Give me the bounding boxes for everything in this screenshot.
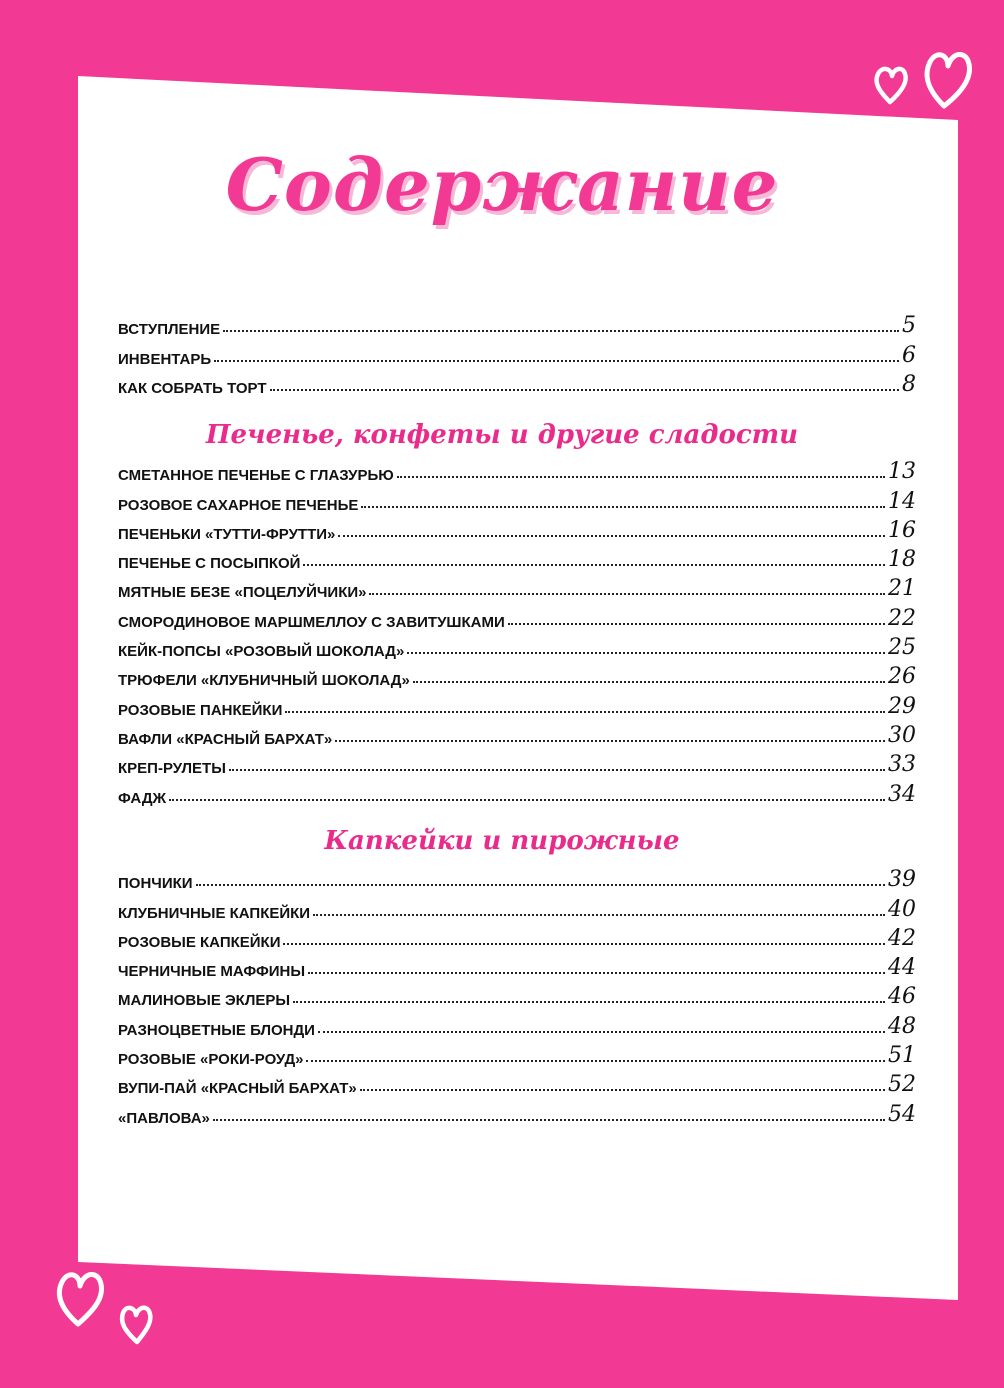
toc-entry-page: 40 xyxy=(888,896,916,922)
toc-entry-label: КАК СОБРАТЬ ТОРТ xyxy=(118,379,267,397)
toc-entry-label: ВАФЛИ «КРАСНЫЙ БАРХАТ» xyxy=(118,730,333,748)
dot-leader xyxy=(335,740,885,742)
dot-leader xyxy=(293,1001,885,1003)
dot-leader xyxy=(308,972,885,974)
section-heading: Капкейки и пирожные xyxy=(324,826,680,856)
toc-entry-page: 42 xyxy=(888,925,916,951)
dot-leader xyxy=(361,506,885,508)
toc-entry-label: ФАДЖ xyxy=(118,789,167,807)
toc-entry[interactable] xyxy=(118,1098,916,1127)
toc-section-list xyxy=(118,456,916,808)
dot-leader xyxy=(270,389,899,391)
toc-entry-label: РОЗОВЫЕ ПАНКЕЙКИ xyxy=(118,701,283,719)
toc-entry-label: РОЗОВОЕ САХАРНОЕ ПЕЧЕНЬЕ xyxy=(118,496,359,514)
toc-entry[interactable] xyxy=(118,515,916,544)
toc-entry[interactable] xyxy=(118,1040,916,1069)
toc-entry-label: КРЕП-РУЛЕТЫ xyxy=(118,760,226,778)
toc-entry-page: 52 xyxy=(888,1072,916,1098)
dot-leader xyxy=(196,884,885,886)
dot-leader xyxy=(313,914,885,916)
toc-entry[interactable] xyxy=(118,1069,916,1098)
toc-entry[interactable] xyxy=(118,864,916,893)
toc-entry[interactable] xyxy=(118,485,916,514)
toc-entry-label: РАЗНОЦВЕТНЫЕ БЛОНДИ xyxy=(118,1021,315,1039)
toc-entry[interactable] xyxy=(118,310,916,339)
toc-entry[interactable] xyxy=(118,778,916,807)
toc-entry-label: СМОРОДИНОВОЕ МАРШМЕЛЛОУ С ЗАВИТУШКАМИ xyxy=(118,613,505,631)
toc-entry-label: ВСТУПЛЕНИЕ xyxy=(118,321,221,339)
toc-entry[interactable] xyxy=(118,544,916,573)
dot-leader xyxy=(223,330,899,332)
toc-entry-label: ПЕЧЕНЬЕ С ПОСЫПКОЙ xyxy=(118,555,301,573)
toc-entry-page: 34 xyxy=(888,781,916,807)
dot-leader xyxy=(407,652,885,654)
toc-entry-label: ПЕЧЕНЬКИ «ТУТТИ-ФРУТТИ» xyxy=(118,525,336,543)
toc-entry-page: 6 xyxy=(902,342,916,368)
dot-leader xyxy=(397,476,885,478)
toc-entry-label: РОЗОВЫЕ «РОКИ-РОУД» xyxy=(118,1051,304,1069)
dot-leader xyxy=(169,799,885,801)
dot-leader xyxy=(213,1119,885,1121)
toc-entry-label: СМЕТАННОЕ ПЕЧЕНЬЕ С ГЛАЗУРЬЮ xyxy=(118,467,394,485)
toc-entry[interactable] xyxy=(118,456,916,485)
toc-entry[interactable] xyxy=(118,720,916,749)
section-heading: Печенье, конфеты и другие сладости xyxy=(205,420,799,450)
toc-entry[interactable] xyxy=(118,690,916,719)
toc-entry-label: ТРЮФЕЛИ «КЛУБНИЧНЫЙ ШОКОЛАД» xyxy=(118,672,410,690)
toc-entry[interactable] xyxy=(118,893,916,922)
toc-entry[interactable] xyxy=(118,602,916,631)
toc-entry[interactable] xyxy=(118,1010,916,1039)
dot-leader xyxy=(283,943,885,945)
dot-leader xyxy=(318,1031,885,1033)
toc-entry-label: ВУПИ-ПАЙ «КРАСНЫЙ БАРХАТ» xyxy=(118,1080,357,1098)
toc-entry-page: 30 xyxy=(888,722,916,748)
toc-entry-page: 54 xyxy=(888,1101,916,1127)
dot-leader xyxy=(369,593,885,595)
dot-leader xyxy=(285,711,885,713)
dot-leader xyxy=(413,681,885,683)
toc-entry-page: 29 xyxy=(888,693,916,719)
toc-entry[interactable] xyxy=(118,749,916,778)
toc-entry-page: 18 xyxy=(888,547,916,573)
toc-entry-page: 16 xyxy=(888,517,916,543)
toc-entry-page: 8 xyxy=(902,371,916,397)
dot-leader xyxy=(229,769,885,771)
toc-entry-page: 5 xyxy=(902,313,916,339)
hearts-icon xyxy=(44,1262,164,1352)
toc-entry[interactable] xyxy=(118,339,916,368)
dot-leader xyxy=(508,623,885,625)
toc-entry[interactable] xyxy=(118,573,916,602)
dot-leader xyxy=(338,535,885,537)
toc-entry-page: 25 xyxy=(888,635,916,661)
toc-entry-page: 46 xyxy=(888,984,916,1010)
toc-entry-page: 44 xyxy=(888,955,916,981)
toc-entry-label: МЯТНЫЕ БЕЗЕ «ПОЦЕЛУЙЧИКИ» xyxy=(118,584,367,602)
toc-entry-page: 22 xyxy=(888,605,916,631)
toc-entry-page: 26 xyxy=(888,664,916,690)
dot-leader xyxy=(306,1060,885,1062)
toc-entry-label: ЧЕРНИЧНЫЕ МАФФИНЫ xyxy=(118,963,306,981)
toc-entry-label: МАЛИНОВЫЕ ЭКЛЕРЫ xyxy=(118,992,291,1010)
toc-entry-page: 48 xyxy=(888,1013,916,1039)
toc-entry-page: 33 xyxy=(888,752,916,778)
toc-entry-page: 39 xyxy=(888,867,916,893)
toc-entry[interactable] xyxy=(118,923,916,952)
toc-entry-page: 14 xyxy=(888,488,916,514)
toc-entry-label: ПОНЧИКИ xyxy=(118,875,193,893)
toc-entry-page: 21 xyxy=(888,576,916,602)
toc-entry-label: КЕЙК-ПОПСЫ «РОЗОВЫЙ ШОКОЛАД» xyxy=(118,643,405,661)
page-title: Содержание xyxy=(225,142,779,227)
toc-intro-list xyxy=(118,310,916,398)
toc-entry[interactable] xyxy=(118,952,916,981)
dot-leader xyxy=(360,1089,885,1091)
toc-section-list xyxy=(118,864,916,1128)
toc-entry[interactable] xyxy=(118,981,916,1010)
toc-entry-page: 51 xyxy=(888,1043,916,1069)
toc-entry-label: КЛУБНИЧНЫЕ КАПКЕЙКИ xyxy=(118,904,311,922)
toc-entry[interactable] xyxy=(118,369,916,398)
dot-leader xyxy=(214,360,899,362)
hearts-icon xyxy=(868,40,978,120)
dot-leader xyxy=(303,564,885,566)
toc-entry-page: 13 xyxy=(888,459,916,485)
toc-entry-label: ИНВЕНТАРЬ xyxy=(118,350,212,368)
toc-entry[interactable] xyxy=(118,661,916,690)
toc-entry[interactable] xyxy=(118,632,916,661)
toc-entry-label: «ПАВЛОВА» xyxy=(118,1109,210,1127)
toc-entry-label: РОЗОВЫЕ КАПКЕЙКИ xyxy=(118,933,281,951)
